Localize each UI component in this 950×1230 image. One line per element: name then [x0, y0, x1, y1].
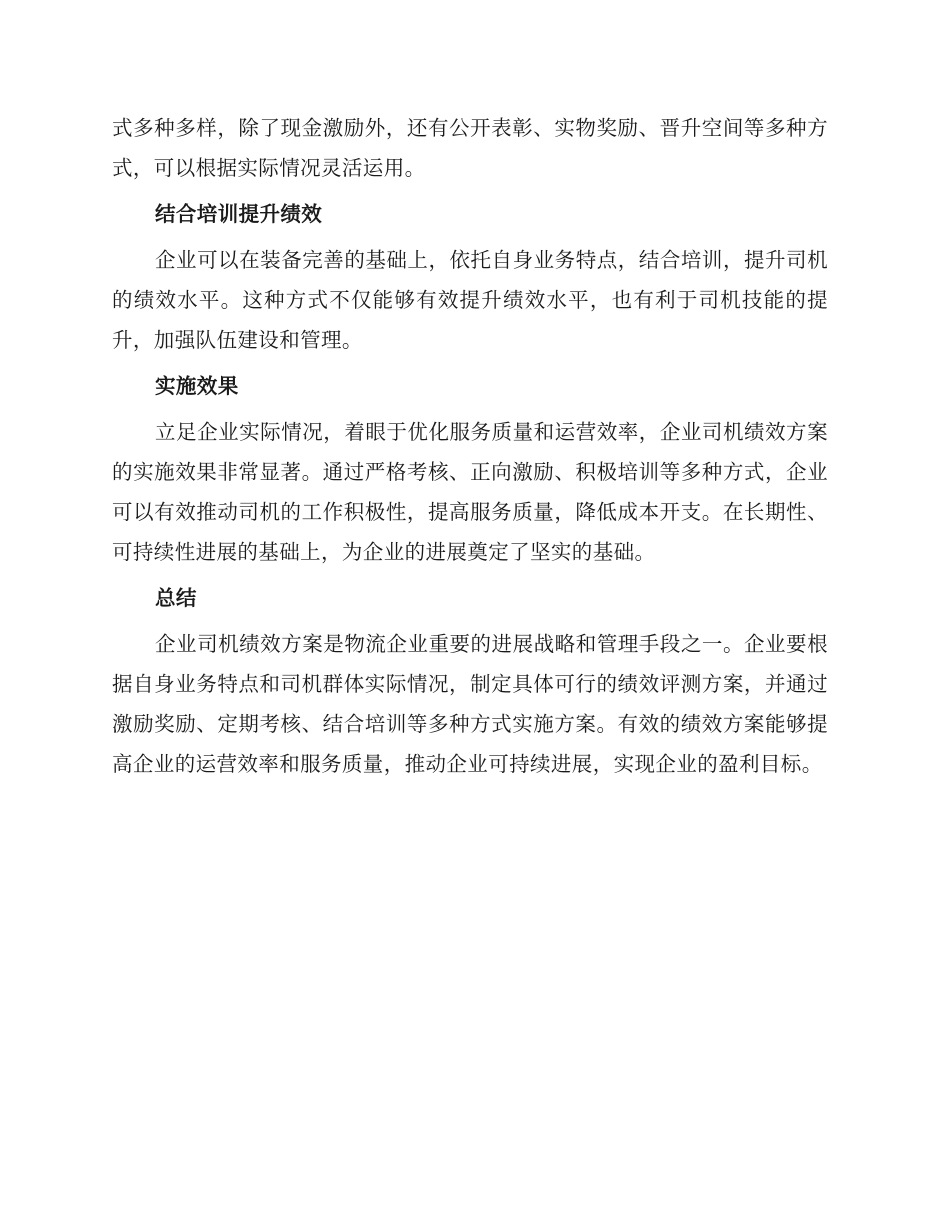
section-body-training: 企业可以在装备完善的基础上，依托自身业务特点，结合培训，提升司机的绩效水平。这种方式不仅能够有效提升绩效水平，也有利于司机技能的提升，加强队伍建设和管理。 [112, 248, 828, 352]
section-heading-effect: 实施效果 [155, 374, 239, 398]
document-page [112, 108, 828, 784]
section-body-summary: 企业司机绩效方案是物流企业重要的进展战略和管理手段之一。企业要根据自身业务特点和司机群体实际情况，制定具体可行的绩效评测方案，并通过激励奖励、定期考核、结合培训等多种方式实施方案。有效的绩效方案能够提高企业的运营效率和服务质量，推动企业可持续进展，实现企业的盈利目标。 [112, 632, 828, 776]
section-body-effect: 立足企业实际情况，着眼于优化服务质量和运营效率，企业司机绩效方案的实施效果非常显著。通过严格考核、正向激励、积极培训等多种方式，企业可以有效推动司机的工作积极性，提高服务质量，降低成本开支。在长期性、可持续性进展的基础上，为企业的进展奠定了坚实的基础。 [112, 420, 828, 564]
section-heading-summary: 总结 [155, 586, 197, 610]
section-heading-training: 结合培训提升绩效 [155, 202, 323, 226]
intro-continuation-paragraph: 式多种多样，除了现金激励外，还有公开表彰、实物奖励、晋升空间等多种方式，可以根据实际情况灵活运用。 [112, 116, 828, 180]
